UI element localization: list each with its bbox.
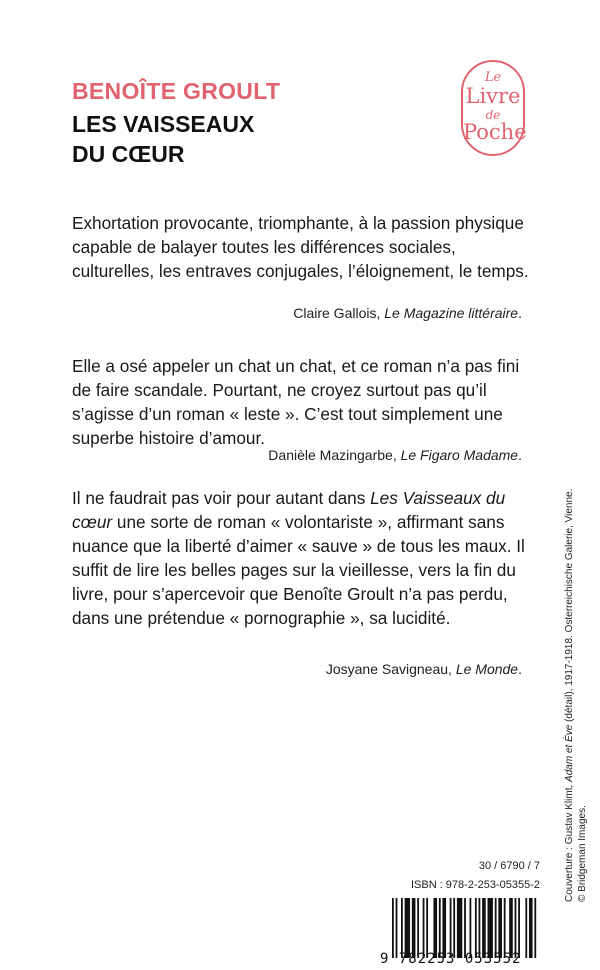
barcode-bar bbox=[417, 898, 419, 958]
quote-3-source: Le Monde bbox=[455, 661, 519, 677]
quote-1-source: Le Magazine littéraire bbox=[384, 305, 519, 321]
quote-2-source: Le Figaro Madame bbox=[400, 447, 519, 463]
barcode-bar bbox=[439, 898, 441, 958]
cover-credit-line-1 bbox=[563, 489, 576, 902]
barcode-bar bbox=[392, 898, 394, 958]
logo-line-2: Livre bbox=[465, 84, 521, 108]
barcode-bar bbox=[504, 898, 506, 958]
barcode-bar bbox=[534, 898, 536, 958]
quote-3-text-before: Il ne faudrait pas voir pour autant dans bbox=[72, 488, 371, 508]
title-line-1: LES VAISSEAUX bbox=[72, 111, 255, 137]
barcode-bar bbox=[482, 898, 486, 958]
isbn-label: ISBN : 978-2-253-05355-2 bbox=[410, 879, 540, 891]
barcode-bar bbox=[509, 898, 513, 958]
barcode-bar bbox=[518, 898, 520, 958]
barcode-bar bbox=[405, 898, 410, 958]
livre-de-poche-logo bbox=[461, 60, 525, 156]
barcode-bar bbox=[450, 898, 452, 958]
cover-credit bbox=[563, 489, 589, 902]
barcode-bar bbox=[529, 898, 533, 958]
logo-line-1: Le bbox=[484, 70, 502, 85]
quote-3-author: Josyane Savigneau, bbox=[325, 661, 456, 677]
barcode-bar bbox=[396, 898, 398, 958]
barcode-bar bbox=[442, 898, 446, 958]
barcode-bar bbox=[525, 898, 527, 958]
barcode-bar bbox=[470, 898, 472, 958]
barcode-bar bbox=[426, 898, 428, 958]
barcode-bar bbox=[515, 898, 517, 958]
barcode-bar bbox=[401, 898, 403, 958]
barcode-bar bbox=[453, 898, 455, 958]
quote-3-text-after: une sorte de roman « volontariste », affirmant sans nuance que la liberté d’aimer « sauve » de tous les maux. Il suffit de lire les belles pages sur la vieillesse, vers la fin du livre, pour s’apercevoir que Benoîte Groult n’a pas perdu, dans une prétendue « pornographie », sa lucidité. bbox=[72, 512, 525, 628]
quote-3-book-title: Les Vaisseaux du cœur bbox=[72, 488, 506, 532]
barcode-bar bbox=[475, 898, 477, 958]
quote-1-attribution bbox=[293, 305, 522, 321]
quote-3-attribution bbox=[326, 661, 522, 677]
logo-line-4: Poche bbox=[463, 120, 527, 144]
barcode-bar bbox=[488, 898, 493, 958]
cover-credit-prefix: Couverture : Gustav Klimt, bbox=[564, 781, 575, 902]
cover-credit-line-2: © Bridgeman Images. bbox=[577, 805, 588, 902]
barcode-bar bbox=[479, 898, 481, 958]
quote-3-text bbox=[72, 486, 534, 630]
quote-2-text: Elle a osé appeler un chat un chat, et ce roman n’a pas fini de faire scandale. Pourtant, ne croyez surtout pas qu’il s’agisse d’un roman « leste ». C’est tout simplement une superbe histoire d’amour. bbox=[72, 356, 520, 448]
quote-2-attribution bbox=[268, 447, 522, 463]
quote-1-text: Exhortation provocante, triomphante, à la passion physique capable de balayer toutes les différences sociales, culturelles, les entraves conjugales, l’éloignement, le temps. bbox=[72, 213, 529, 281]
book-title bbox=[72, 109, 372, 169]
barcode bbox=[392, 898, 538, 958]
quote-1-author: Claire Gallois, bbox=[293, 305, 385, 321]
barcode-bar bbox=[433, 898, 437, 958]
barcode-bar bbox=[457, 898, 462, 958]
barcode-bar bbox=[495, 898, 497, 958]
quote-2-author: Danièle Mazingarbe, bbox=[268, 447, 401, 463]
barcode-bar bbox=[412, 898, 416, 958]
logo-line-3: de bbox=[485, 108, 501, 122]
edition-code: 30 / 6790 / 7 bbox=[478, 860, 540, 872]
quote-2-trailing: . bbox=[518, 447, 522, 463]
title-line-2: DU CŒUR bbox=[72, 141, 185, 167]
barcode-bar bbox=[464, 898, 466, 958]
cover-credit-suffix: (détail), 1917-1918. Osterreichische Galerie, Vienne. bbox=[564, 488, 575, 725]
author-name: BENOÎTE GROULT bbox=[72, 78, 281, 104]
barcode-bar bbox=[498, 898, 502, 958]
barcode-digits: 9 782253 053552 bbox=[380, 951, 522, 967]
quote-1-trailing: . bbox=[518, 305, 522, 321]
quote-3-trailing: . bbox=[518, 661, 522, 677]
cover-credit-artwork: Adam et Ève bbox=[564, 724, 575, 782]
barcode-bar bbox=[423, 898, 425, 958]
